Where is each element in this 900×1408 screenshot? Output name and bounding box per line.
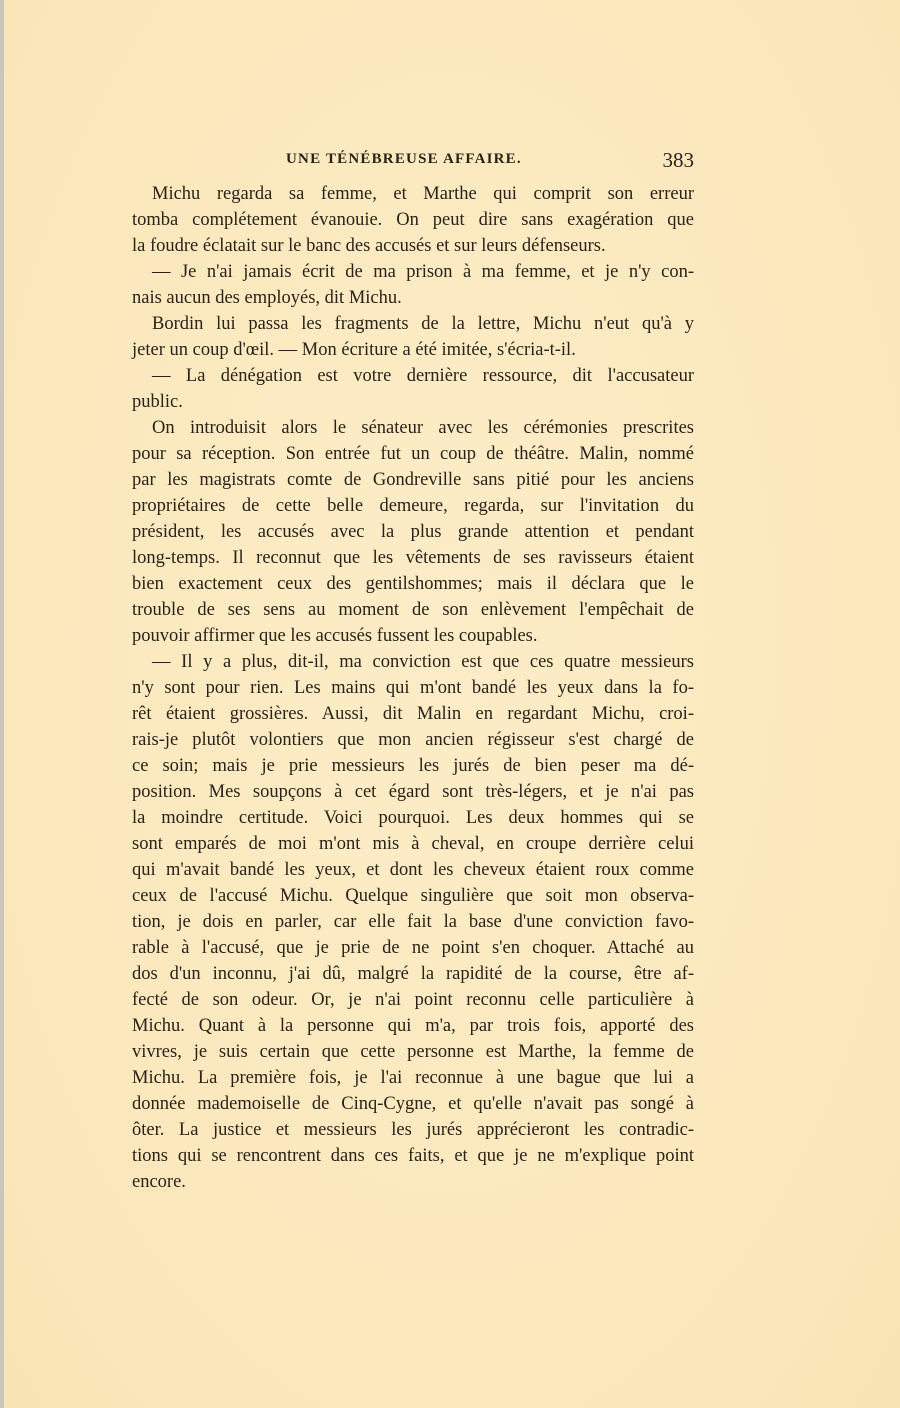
text-line: ce soin; mais je prie messieurs les jurés de bien peser ma dé- — [132, 756, 694, 776]
text-line: Bordin lui passa les fragments de la lettre, Michu n'eut qu'à y — [152, 314, 694, 334]
text-line: long-temps. Il reconnut que les vêtements de ses ravisseurs étaient — [132, 548, 694, 568]
text-line: — Il y a plus, dit-il, ma conviction est que ces quatre messieurs — [152, 652, 694, 672]
body-text — [132, 181, 694, 1195]
text-line: trouble de ses sens au moment de son enlèvement l'empêchait de — [132, 600, 694, 620]
text-line: la moindre certitude. Voici pourquoi. Les deux hommes qui se — [132, 808, 694, 828]
text-line: ceux de l'accusé Michu. Quelque singulière que soit mon observa- — [132, 886, 694, 906]
text-line: vivres, je suis certain que cette personne est Marthe, la femme de — [132, 1042, 694, 1062]
text-line: — La dénégation est votre dernière ressource, dit l'accusateur — [152, 366, 694, 386]
text-line: bien exactement ceux des gentilshommes; mais il déclara que le — [132, 574, 694, 594]
text-line: encore. — [132, 1172, 186, 1192]
text-line: donnée mademoiselle de Cinq-Cygne, et qu'elle n'avait pas songé à — [132, 1094, 694, 1114]
text-line: président, les accusés avec la plus grande attention et pendant — [132, 522, 694, 542]
text-line: la foudre éclatait sur le banc des accusés et sur leurs défenseurs. — [132, 236, 606, 256]
text-line: public. — [132, 392, 183, 412]
running-title: UNE TÉNÉBREUSE AFFAIRE. — [286, 151, 522, 167]
text-line: rêt étaient grossières. Aussi, dit Malin en regardant Michu, croi- — [132, 704, 694, 724]
text-line: propriétaires de cette belle demeure, regarda, sur l'invitation du — [132, 496, 694, 516]
text-line: — Je n'ai jamais écrit de ma prison à ma femme, et je n'y con- — [152, 262, 694, 282]
text-line: rais-je plutôt volontiers que mon ancien régisseur s'est chargé de — [132, 730, 694, 750]
text-line: fecté de son odeur. Or, je n'ai point reconnu celle particulière à — [132, 990, 694, 1010]
text-line: rable à l'accusé, que je prie de ne point s'en choquer. Attaché au — [132, 938, 694, 958]
text-line: nais aucun des employés, dit Michu. — [132, 288, 402, 308]
text-line: Michu. Quant à la personne qui m'a, par trois fois, apporté des — [132, 1016, 694, 1036]
text-line: dos d'un inconnu, j'ai dû, malgré la rapidité de la course, être af- — [132, 964, 694, 984]
text-line: jeter un coup d'œil. — Mon écriture a été imitée, s'écria-t-il. — [132, 340, 576, 360]
text-line: ôter. La justice et messieurs les jurés apprécieront les contradic- — [132, 1120, 694, 1140]
text-line: tomba complétement évanouie. On peut dire sans exagération que — [132, 210, 694, 230]
page-header — [132, 148, 694, 174]
text-line: pour sa réception. Son entrée fut un coup de théâtre. Malin, nommé — [132, 444, 694, 464]
text-line: sont emparés de moi m'ont mis à cheval, en croupe derrière celui — [132, 834, 694, 854]
page-number: 383 — [662, 148, 694, 172]
text-line: Michu. La première fois, je l'ai reconnue à une bague que lui a — [132, 1068, 694, 1088]
text-line: qui m'avait bandé les yeux, et dont les cheveux étaient roux comme — [132, 860, 694, 880]
text-line: position. Mes soupçons à cet égard sont très-légers, et je n'ai pas — [132, 782, 694, 802]
text-line: Michu regarda sa femme, et Marthe qui comprit son erreur — [152, 184, 694, 204]
text-line: pouvoir affirmer que les accusés fussent les coupables. — [132, 626, 538, 646]
text-line: n'y sont pour rien. Les mains qui m'ont bandé les yeux dans la fo- — [132, 678, 694, 698]
text-line: tion, je dois en parler, car elle fait la base d'une conviction favo- — [132, 912, 694, 932]
scan-edge — [0, 0, 4, 1408]
text-line: par les magistrats comte de Gondreville sans pitié pour les anciens — [132, 470, 694, 490]
text-line: tions qui se rencontrent dans ces faits, et que je ne m'explique point — [132, 1146, 694, 1166]
text-line: On introduisit alors le sénateur avec les cérémonies prescrites — [152, 418, 694, 438]
